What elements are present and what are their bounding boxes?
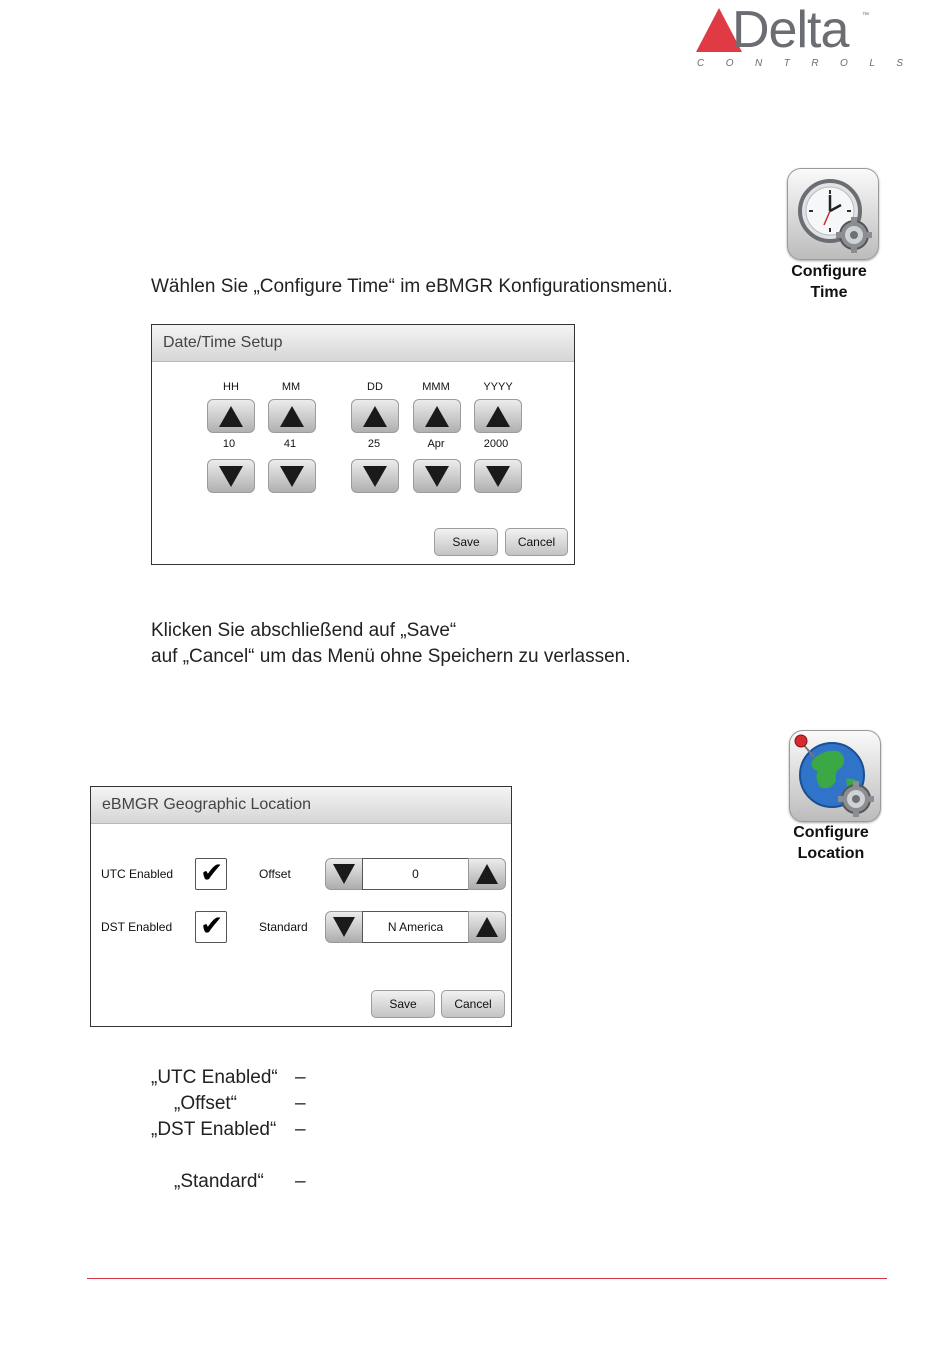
- arrow-up-icon: [280, 406, 304, 427]
- column-header-mmm: MMM: [422, 381, 450, 393]
- utc-enabled-checkbox[interactable]: [195, 858, 227, 890]
- yyyy-decrement-button[interactable]: [474, 459, 522, 493]
- definition-dash: –: [295, 1171, 306, 1192]
- save-button[interactable]: Save: [371, 990, 435, 1018]
- standard-field[interactable]: N America: [362, 911, 469, 943]
- configure-time-label-line1: Configure: [791, 263, 867, 280]
- definition-dash: –: [295, 1067, 306, 1088]
- after-save-line1: Klicken Sie abschließend auf „Save“: [151, 620, 457, 641]
- column-header-hh: HH: [223, 381, 239, 393]
- clock-gear-icon: [788, 169, 878, 259]
- configure-location-label-line2: Location: [797, 845, 865, 862]
- mm-increment-button[interactable]: [268, 399, 316, 433]
- configure-location-icon[interactable]: [789, 730, 881, 822]
- yyyy-value: 2000: [483, 438, 509, 450]
- arrow-up-icon: [476, 864, 498, 884]
- configure-time-label: [769, 261, 889, 303]
- mm-decrement-button[interactable]: [268, 459, 316, 493]
- yyyy-increment-button[interactable]: [474, 399, 522, 433]
- offset-increment-button[interactable]: [468, 858, 506, 890]
- configure-time-label-line2: Time: [810, 284, 848, 301]
- checkmark-icon: ✔: [200, 910, 224, 941]
- date-time-setup-dialog: [151, 324, 575, 565]
- logo-name: Delta: [732, 1, 849, 59]
- definition-term-standard: „Standard“: [174, 1171, 264, 1192]
- arrow-down-icon: [280, 466, 304, 487]
- definition-term-utc: „UTC Enabled“: [151, 1067, 278, 1088]
- arrow-up-icon: [476, 917, 498, 937]
- arrow-up-icon: [219, 406, 243, 427]
- arrow-up-icon: [425, 406, 449, 427]
- standard-decrement-button[interactable]: [325, 911, 363, 943]
- offset-decrement-button[interactable]: [325, 858, 363, 890]
- checkmark-icon: ✔: [200, 857, 224, 888]
- geographic-location-dialog: [90, 786, 512, 1027]
- definition-term-dst: „DST Enabled“: [151, 1119, 277, 1140]
- definition-dash: –: [295, 1093, 306, 1114]
- mm-value: 41: [283, 438, 297, 450]
- definition-dash: –: [295, 1119, 306, 1140]
- save-button[interactable]: Save: [434, 528, 498, 556]
- column-header-yyyy: YYYY: [483, 381, 513, 393]
- standard-increment-button[interactable]: [468, 911, 506, 943]
- dialog-title: Date/Time Setup: [152, 325, 574, 362]
- definition-term-offset: „Offset“: [174, 1093, 237, 1114]
- dd-decrement-button[interactable]: [351, 459, 399, 493]
- dst-enabled-checkbox[interactable]: [195, 911, 227, 943]
- dd-value: 25: [367, 438, 381, 450]
- column-header-dd: DD: [367, 381, 383, 393]
- dst-enabled-label: DST Enabled: [101, 920, 173, 934]
- globe-gear-icon: [790, 731, 880, 821]
- arrow-up-icon: [486, 406, 510, 427]
- logo-subtitle: CONTROLS: [697, 58, 925, 69]
- mmm-decrement-button[interactable]: [413, 459, 461, 493]
- time-instruction: Wählen Sie „Configure Time“ im eBMGR Konfigurationsmenü.: [151, 276, 673, 297]
- arrow-down-icon: [333, 917, 355, 937]
- hh-decrement-button[interactable]: [207, 459, 255, 493]
- logo-trademark: ™: [862, 12, 869, 19]
- after-save-line2: auf „Cancel“ um das Menü ohne Speichern zu verlassen.: [151, 646, 631, 667]
- arrow-down-icon: [363, 466, 387, 487]
- configure-location-label: [771, 822, 891, 864]
- arrow-down-icon: [486, 466, 510, 487]
- standard-label: Standard: [259, 920, 308, 934]
- configure-location-label-line1: Configure: [793, 824, 869, 841]
- utc-enabled-label: UTC Enabled: [101, 867, 174, 881]
- arrow-down-icon: [333, 864, 355, 884]
- arrow-down-icon: [425, 466, 449, 487]
- offset-label: Offset: [259, 867, 291, 881]
- footer-divider: [87, 1278, 887, 1279]
- arrow-up-icon: [363, 406, 387, 427]
- cancel-button[interactable]: Cancel: [441, 990, 505, 1018]
- dialog-title: eBMGR Geographic Location: [91, 787, 511, 824]
- hh-increment-button[interactable]: [207, 399, 255, 433]
- configure-time-icon[interactable]: [787, 168, 879, 260]
- cancel-button[interactable]: Cancel: [505, 528, 568, 556]
- after-save-text: [151, 618, 630, 670]
- hh-value: 10: [222, 438, 236, 450]
- dd-increment-button[interactable]: [351, 399, 399, 433]
- mmm-value: Apr: [427, 438, 445, 450]
- mmm-increment-button[interactable]: [413, 399, 461, 433]
- arrow-down-icon: [219, 466, 243, 487]
- offset-field[interactable]: 0: [362, 858, 469, 890]
- column-header-mm: MM: [281, 381, 301, 393]
